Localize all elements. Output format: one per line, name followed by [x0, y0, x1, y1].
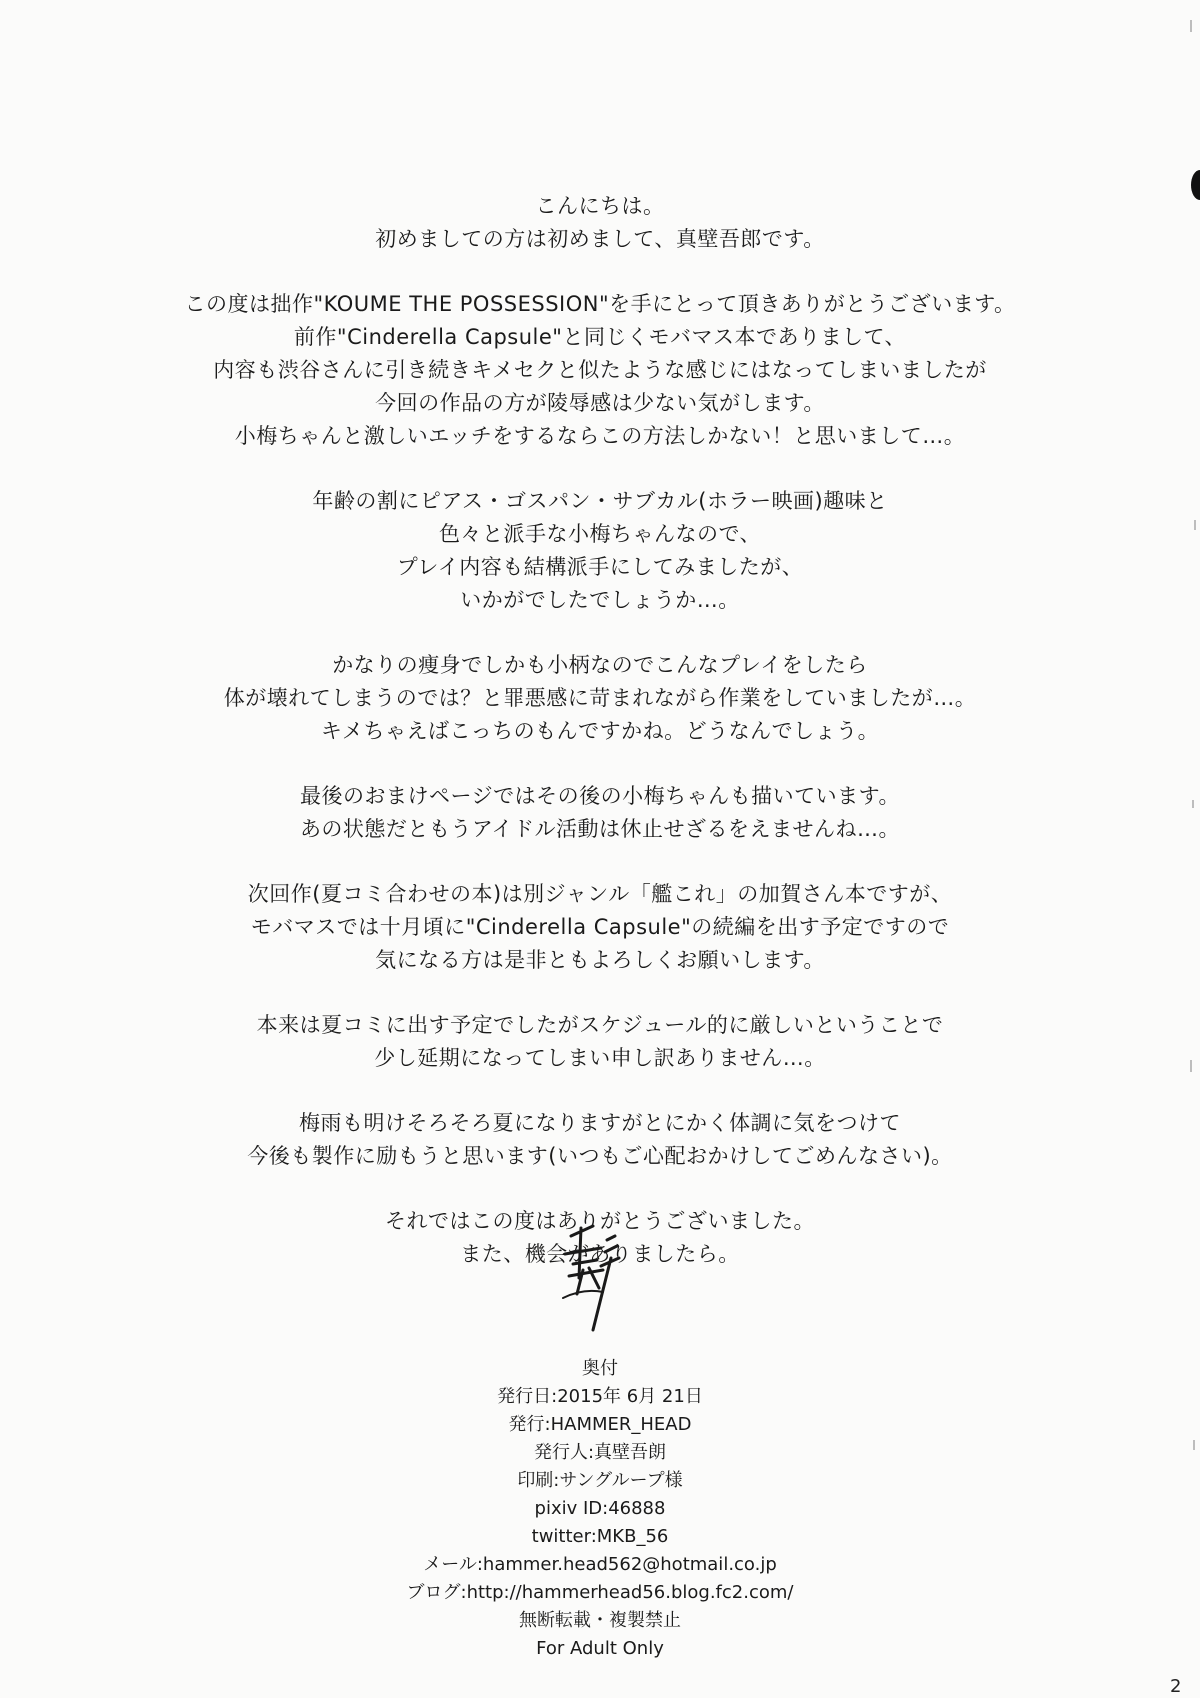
afterword-line: かなりの痩身でしかも小柄なのでこんなプレイをしたら	[332, 653, 868, 677]
afterword-text	[60, 190, 1140, 1303]
scan-speck	[1194, 520, 1196, 530]
afterword-line: いかがでしたでしょうか…。	[460, 588, 740, 612]
afterword-paragraph	[60, 878, 1140, 977]
afterword-line: 初めましての方は初めまして、真壁吾郎です。	[375, 227, 825, 251]
blog-url: ブログ:http://hammerhead56.blog.fc2.com/	[406, 1582, 794, 1603]
scan-speck	[1193, 1440, 1195, 1450]
afterword-line: 内容も渋谷さんに引き続きキメセクと似たような感じにはなってしまいましたが	[213, 358, 987, 382]
afterword-line: 少し延期になってしまい申し訳ありません…。	[374, 1046, 826, 1070]
signature-icon	[553, 1218, 633, 1338]
afterword-line: 次回作(夏コミ合わせの本)は別ジャンル「艦これ」の加賀さん本ですが、	[247, 882, 953, 906]
scan-speck	[1190, 20, 1192, 32]
afterword-line: キメちゃえばこっちのもんですかね。どうなんでしょう。	[320, 719, 880, 743]
afterword-line: 今後も製作に励もうと思います(いつもご心配おかけしてごめんなさい)。	[247, 1144, 953, 1168]
mail-address: メール:hammer.head562@hotmail.co.jp	[423, 1554, 777, 1575]
adult-notice: For Adult Only	[536, 1638, 664, 1659]
afterword-line: 小梅ちゃんと激しいエッチをするならこの方法しかない！と思いまして…。	[234, 424, 966, 448]
afterword-paragraph	[60, 780, 1140, 846]
afterword-paragraph	[60, 1009, 1140, 1075]
afterword-paragraph	[60, 288, 1140, 453]
afterword-line: 今回の作品の方が陵辱感は少ない気がします。	[375, 391, 825, 415]
afterword-line: それではこの度はありがとうございました。	[385, 1209, 815, 1233]
issuer: 発行人:真壁吾朗	[533, 1442, 667, 1463]
pixiv-id: pixiv ID:46888	[534, 1498, 666, 1519]
afterword-line: 最後のおまけページではその後の小梅ちゃんも描いています。	[300, 784, 900, 808]
afterword-line: モバマスでは十月頃に"Cinderella Capsule"の続編を出す予定ですので	[250, 915, 950, 939]
scan-speck	[1190, 1060, 1192, 1072]
afterword-paragraph	[60, 190, 1140, 256]
publisher: 発行:HAMMER_HEAD	[508, 1414, 692, 1435]
afterword-line: あの状態だともうアイドル活動は休止せざるをえませんね…。	[299, 817, 901, 841]
afterword-line: 気になる方は是非ともよろしくお願いします。	[375, 948, 825, 972]
afterword-line: こんにちは。	[535, 194, 665, 218]
afterword-line: この度は拙作"KOUME THE POSSESSION"を手にとって頂きありがとうございます。	[184, 292, 1016, 316]
afterword-line: 本来は夏コミに出す予定でしたがスケジュール的に厳しいということで	[256, 1013, 944, 1037]
afterword-line: また、機会がありましたら。	[460, 1242, 740, 1266]
reprint-notice: 無断転載・複製禁止	[519, 1610, 681, 1631]
afterword-paragraph	[60, 1107, 1140, 1173]
afterword-line: 前作"Cinderella Capsule"と同じくモバマス本でありまして、	[293, 325, 907, 349]
afterword-line: 色々と派手な小梅ちゃんなので、	[438, 522, 762, 546]
afterword-line: 年齢の割にピアス・ゴスパン・サブカル(ホラー映画)趣味と	[312, 489, 888, 513]
afterword-line: 体が壊れてしまうのでは？と罪悪感に苛まれながら作業をしていましたが…。	[223, 686, 977, 710]
colophon	[300, 1355, 900, 1663]
page-number: 2	[1170, 1676, 1182, 1697]
afterword-line: 梅雨も明けそろそろ夏になりますがとにかく体調に気をつけて	[299, 1111, 901, 1135]
scan-speck	[1192, 800, 1194, 808]
twitter-handle: twitter:MKB_56	[531, 1526, 669, 1547]
issue-date: 発行日:2015年 6月 21日	[497, 1386, 703, 1407]
edge-mark	[1191, 170, 1200, 200]
afterword-line: プレイ内容も結構派手にしてみましたが、	[396, 555, 804, 579]
printer: 印刷:サングループ様	[517, 1470, 683, 1491]
afterword-paragraph	[60, 485, 1140, 617]
afterword-paragraph	[60, 649, 1140, 748]
colophon-heading: 奥付	[582, 1358, 618, 1379]
